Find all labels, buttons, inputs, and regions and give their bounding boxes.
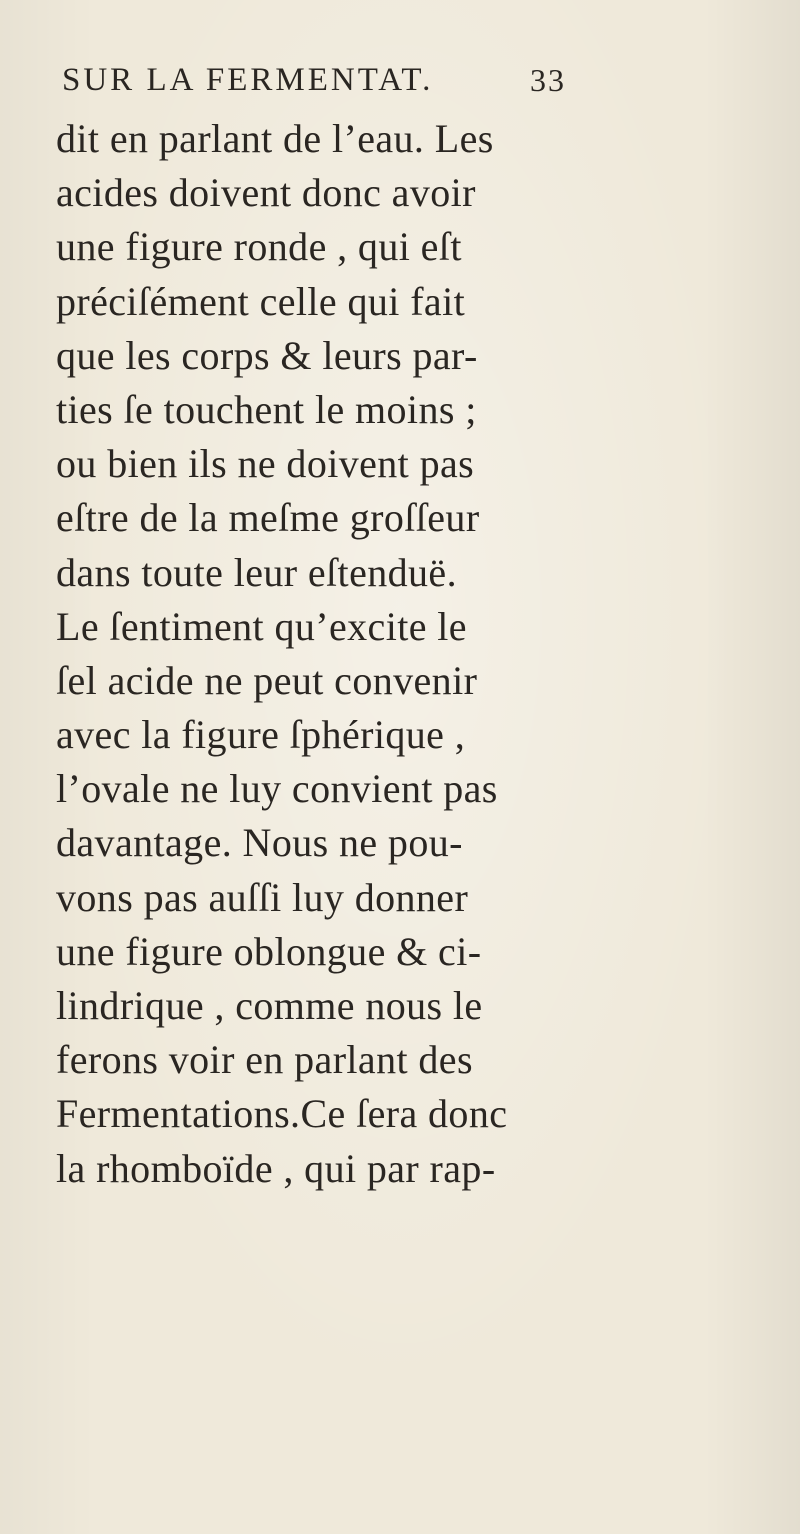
text-line: lindrique , comme nous le [56,983,483,1028]
text-line: dans toute leur eſtenduë. [56,549,457,595]
text-line: la rhomboïde , qui par rap- [56,1145,496,1191]
text-line: ou bien ils ne doivent pas [56,441,475,487]
text-line: avec la figure ſphérique , [56,712,466,758]
text-line: l’ovale ne luy convient pas [56,766,498,812]
text-line: Fermentations.Ce ſera donc [56,1091,508,1137]
text-line: préciſément celle qui fait [56,278,466,324]
running-title: SUR LA FERMENTAT. [62,62,434,98]
text-line: ties ſe touchent le moins ; [56,386,477,432]
text-line: eſtre de la meſme groſſeur [56,495,480,541]
text-line: dit en parlant de l’eau. Les [56,116,494,161]
text-line: ferons voir en parlant des [56,1037,473,1083]
text-line: vons pas auſſi luy donner [56,874,469,920]
text-line: acides doivent donc avoir [56,170,476,216]
text-line: une figure oblongue & ci- [56,928,482,974]
body-text [56,112,596,1196]
text-line: que les corps & leurs par- [56,332,478,378]
text-line: une figure ronde , qui eſt [56,224,462,270]
page-number: 33 [530,62,566,98]
text-line: Le ſentiment qu’excite le [56,603,467,649]
text-line: davantage. Nous ne pou- [56,820,463,866]
text-line: ſel acide ne peut convenir [56,657,478,703]
